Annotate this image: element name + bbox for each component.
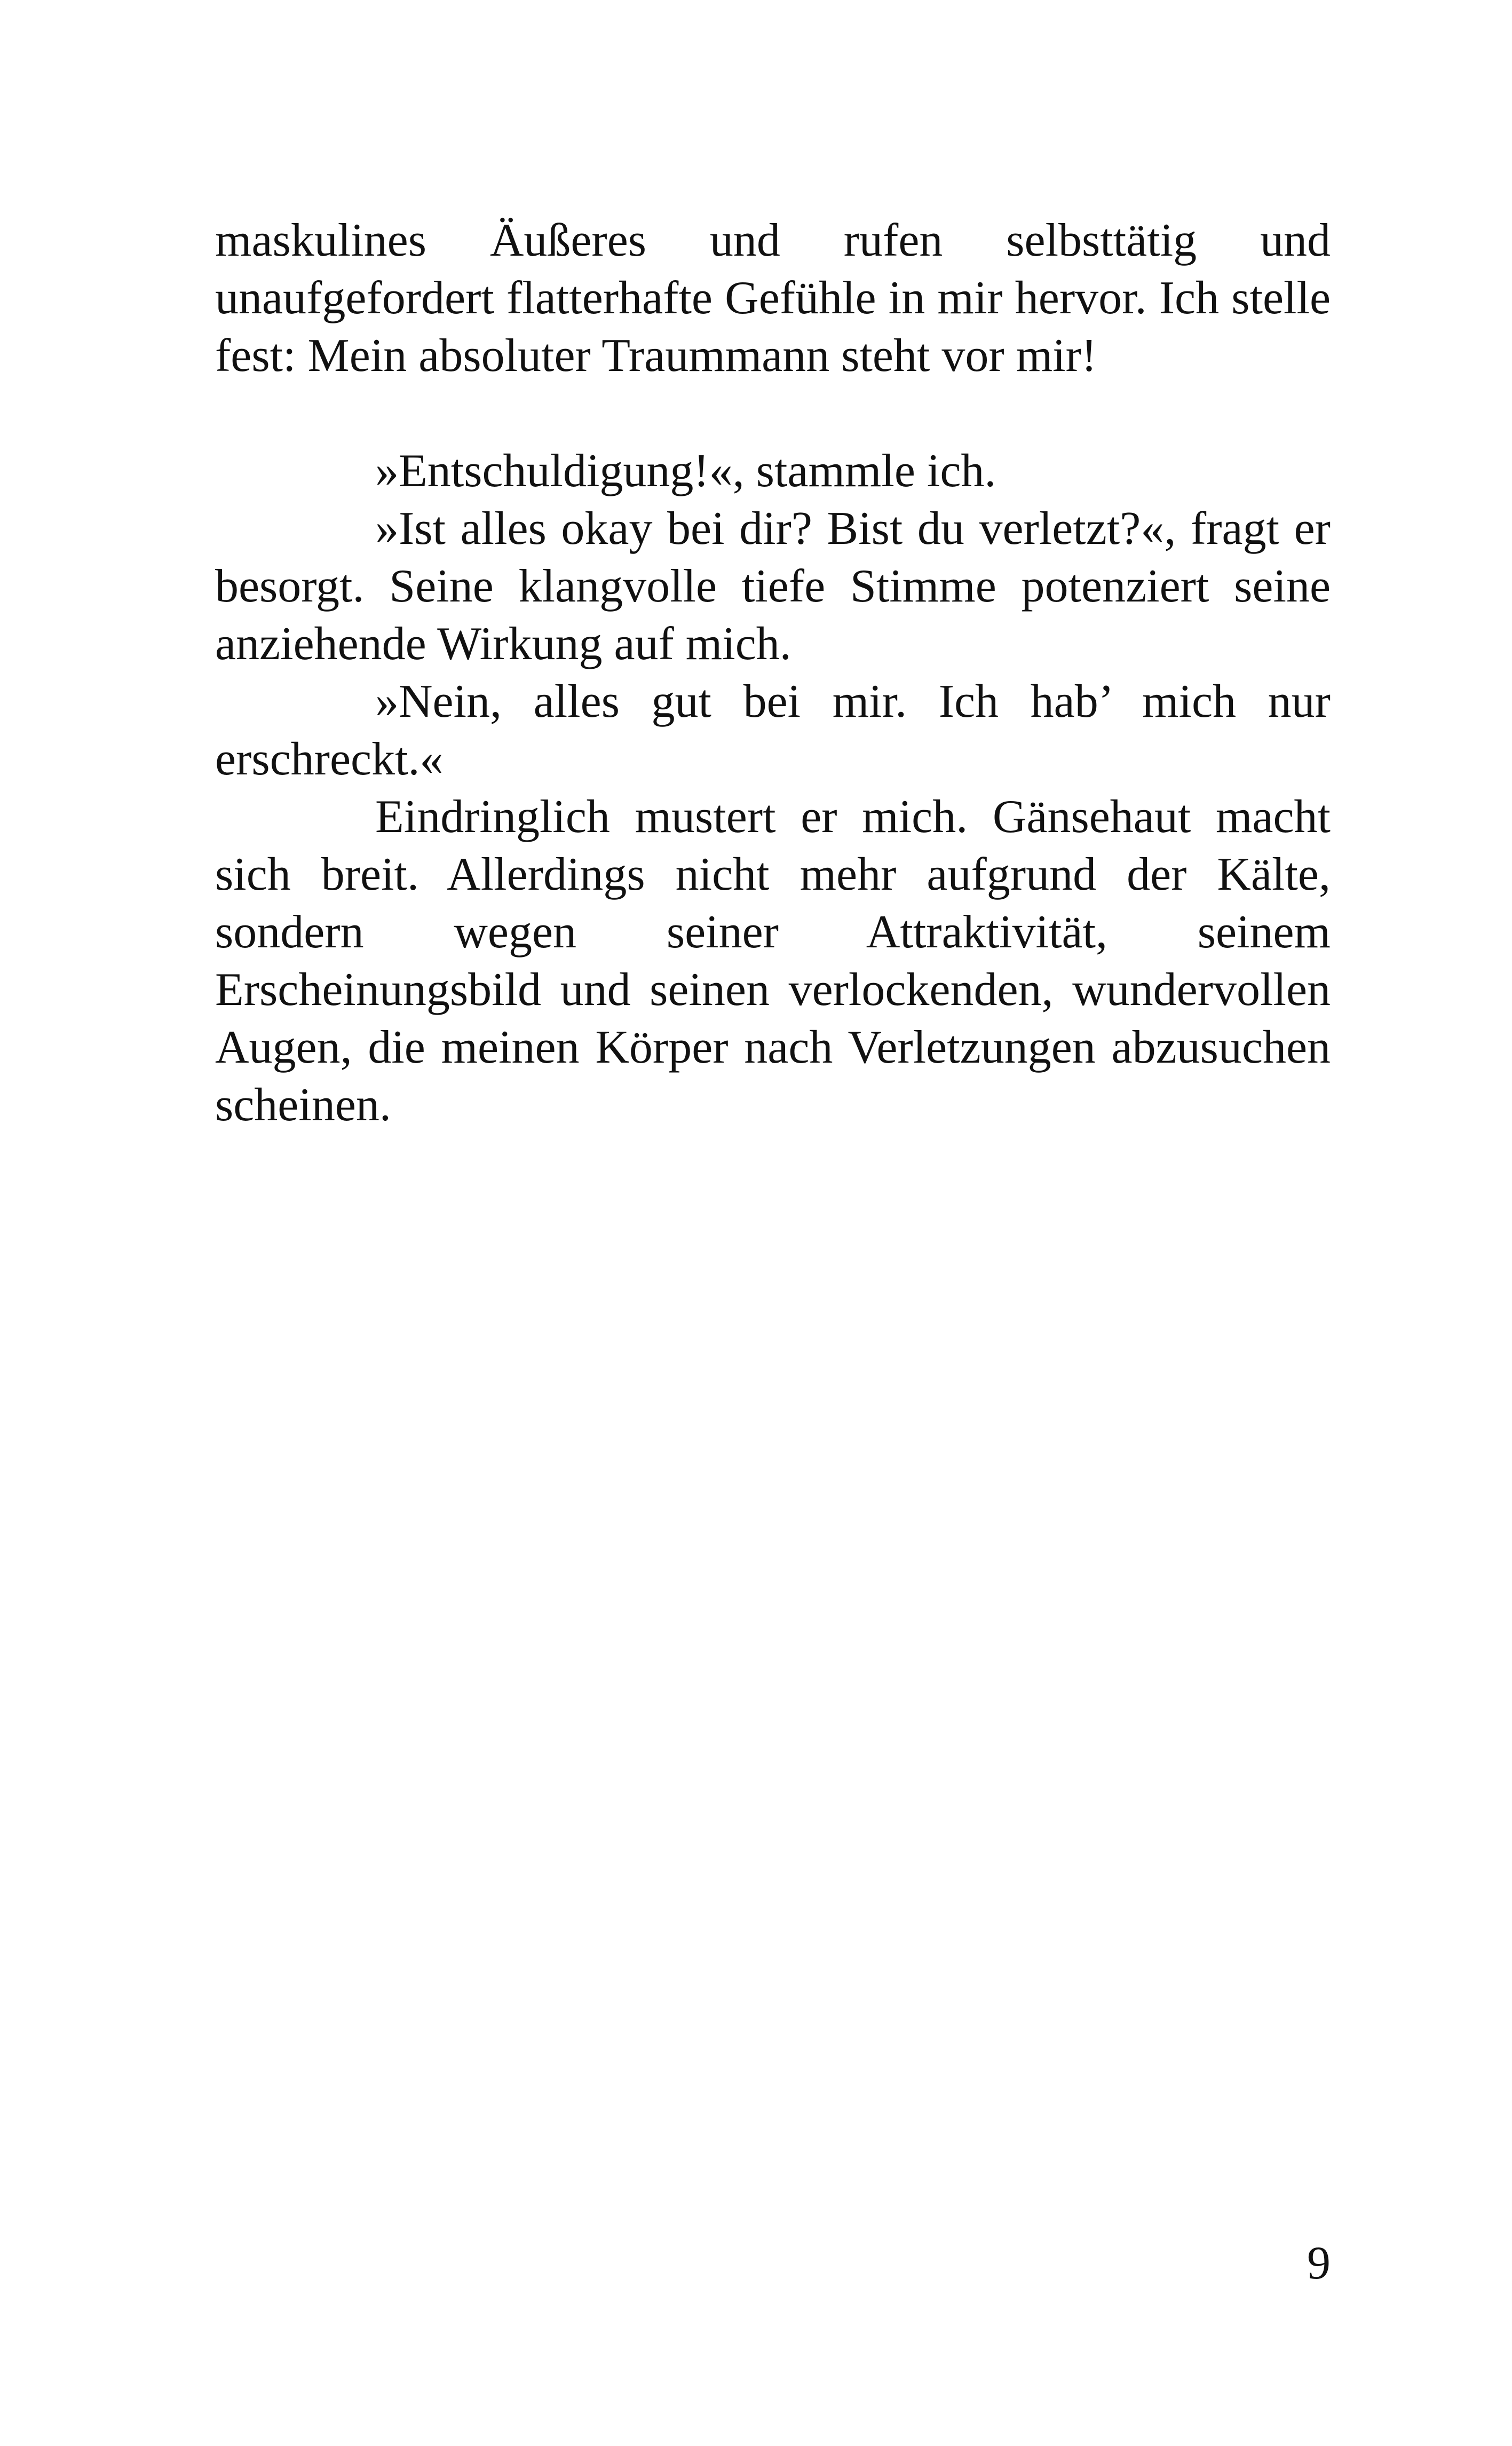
paragraph-5: Eindringlich mustert er mich. Gänsehaut macht sich breit. Allerdings nicht mehr aufgrund der Kälte, sondern wegen seiner Attraktivität, seinem Erscheinungsbild und seinen verlockenden, wundervollen Augen, die meinen Körper nach Verletzungen abzusuchen scheinen. — [215, 791, 1331, 1131]
paragraph-3: »Ist alles okay bei dir? Bist du verletzt?«, fragt er besorgt. Seine klangvolle tiefe Stimme potenziert seine anziehende Wirkung auf mich. — [215, 503, 1331, 670]
paragraph-2: »Entschuldigung!«, stammle ich. — [375, 445, 996, 497]
paragraph-1: maskulines Äußeres und rufen selbsttätig und unaufgefordert flatterhafte Gefühle in mir hervor. Ich stelle fest: Mein absoluter Traummann steht vor mir! — [215, 215, 1331, 382]
body-text — [215, 212, 1331, 1134]
paragraph-gap — [215, 385, 1331, 442]
page-number: 9 — [1307, 2237, 1331, 2289]
paragraph-4: »Nein, alles gut bei mir. Ich hab’ mich nur erschreckt.« — [215, 676, 1331, 785]
